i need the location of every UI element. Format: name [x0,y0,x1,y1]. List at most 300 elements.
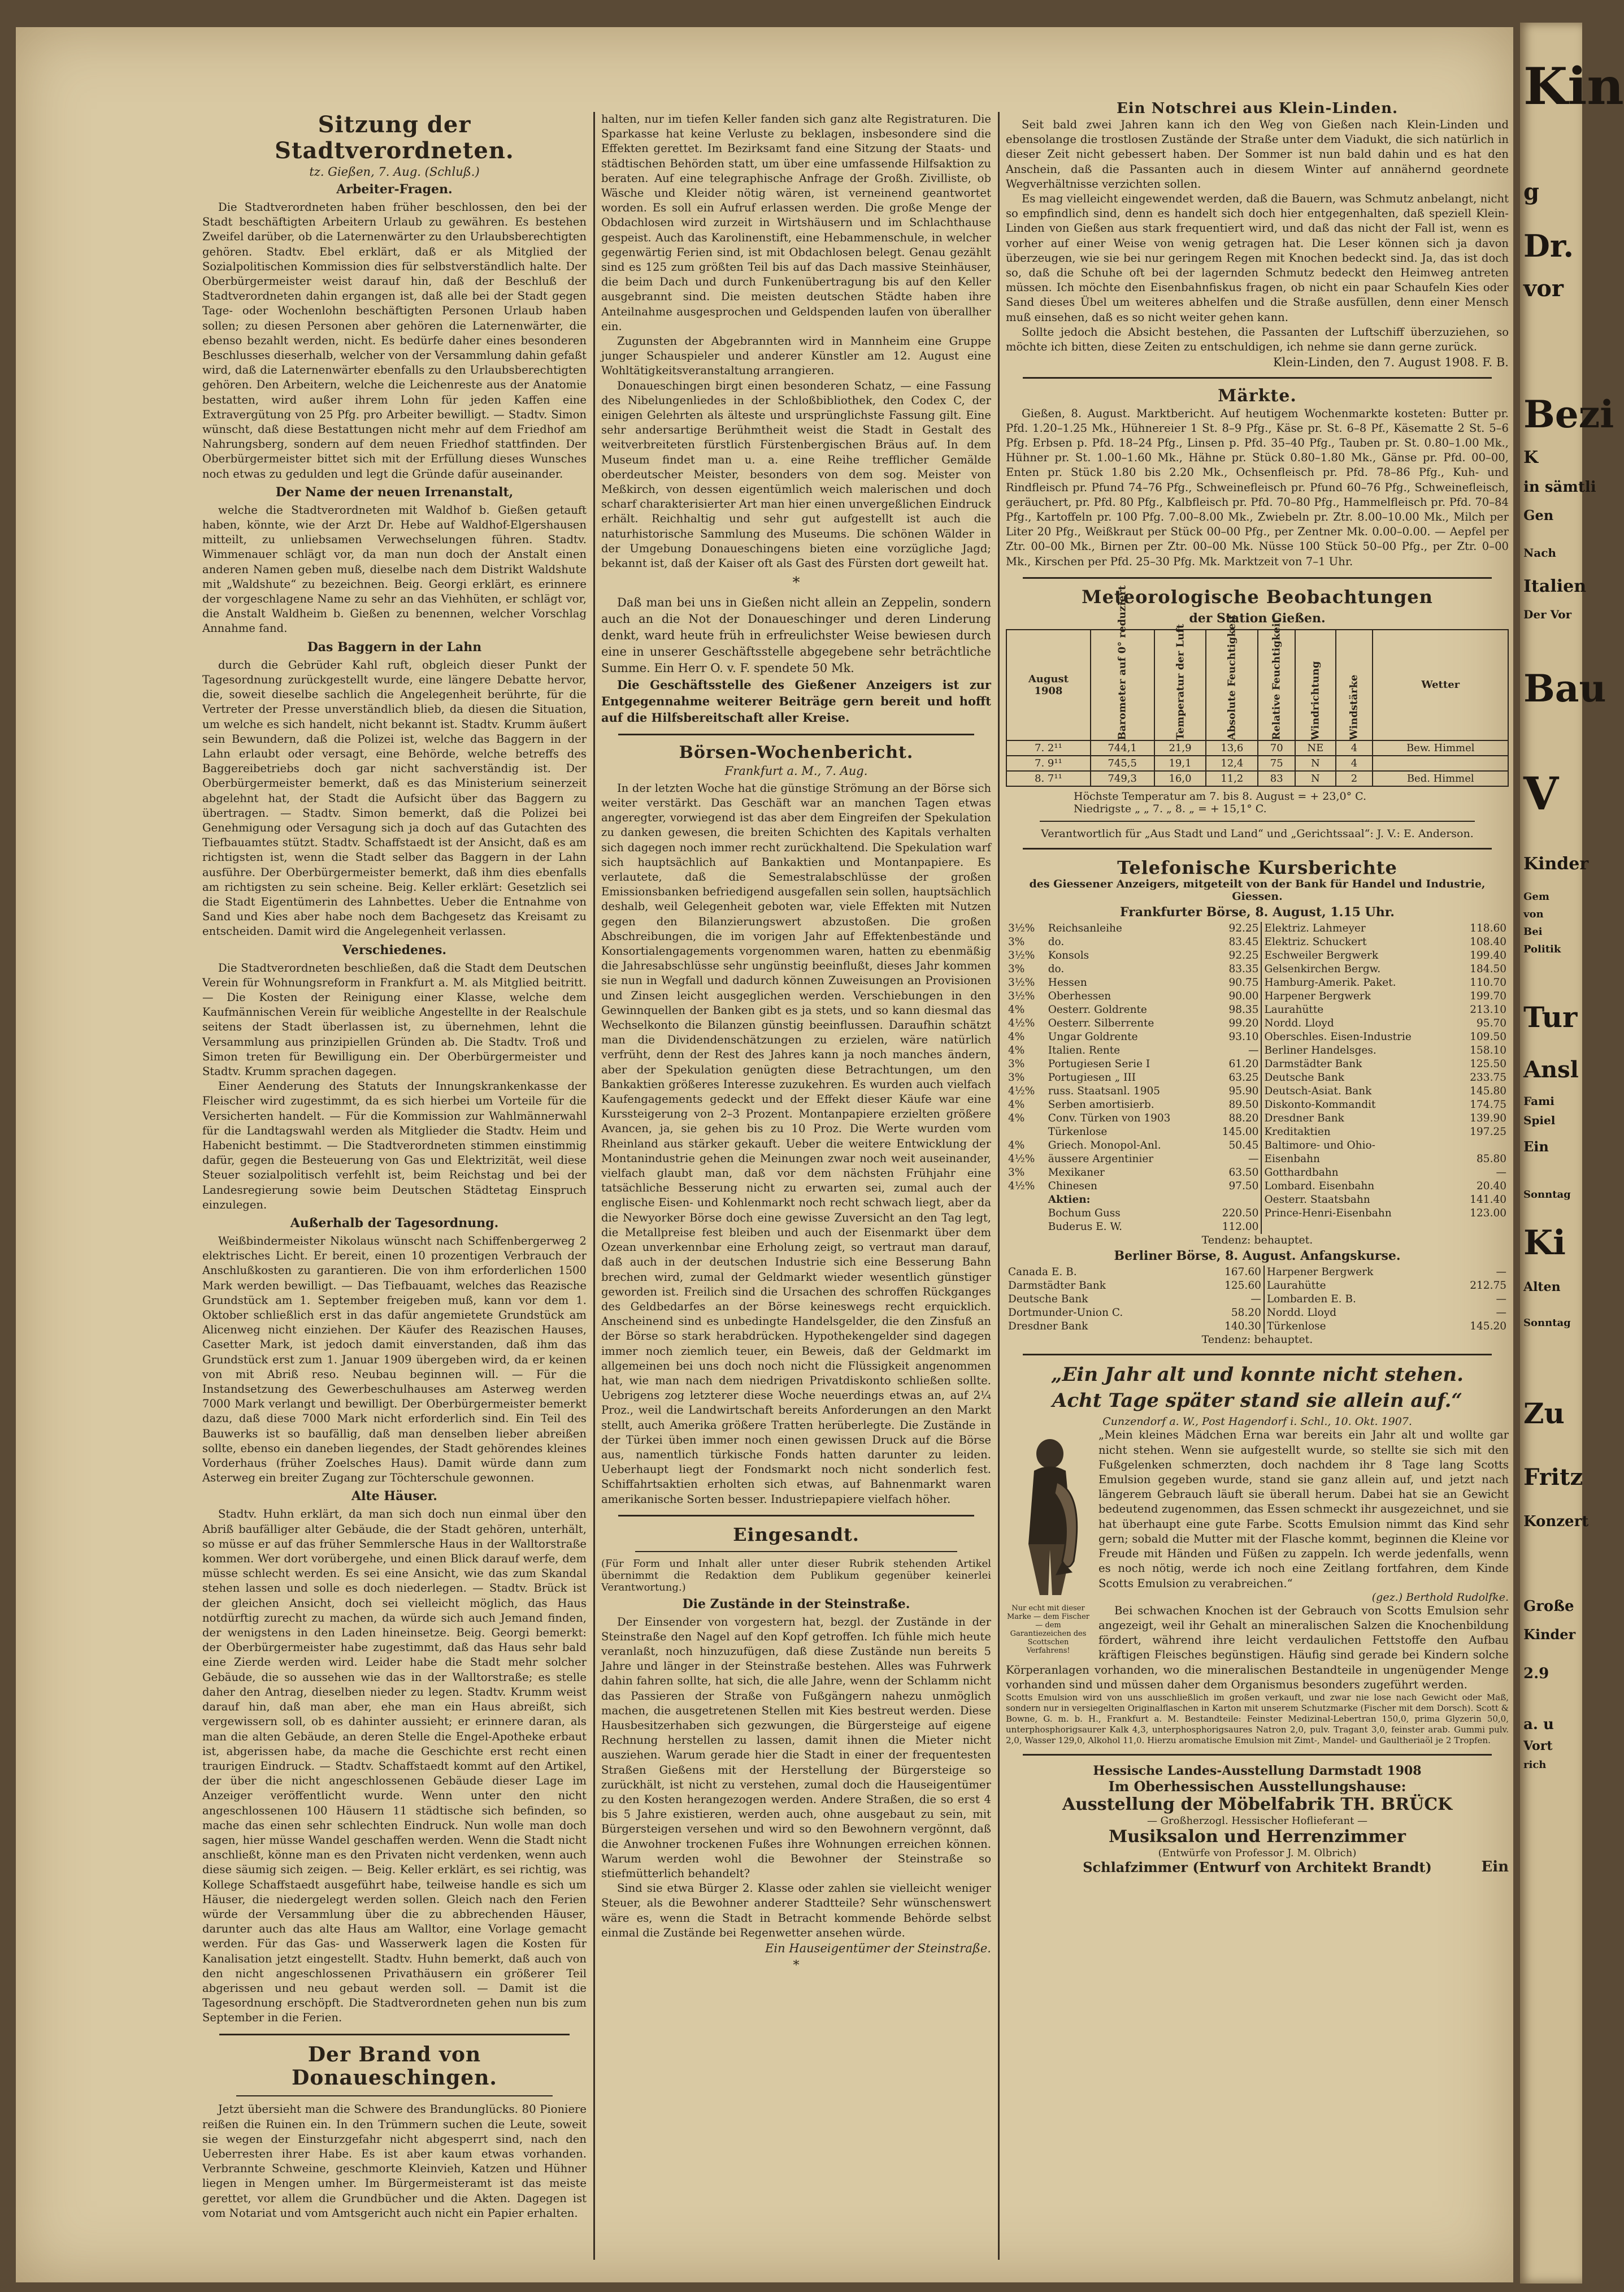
page-fragment-text: Kinder [1523,1626,1576,1643]
page-fragment-text: Spiel [1523,1113,1556,1127]
paragraph: Zugunsten der Abgebrannten wird in Mannheim eine Gruppe junger Schauspieler und anderer Künstler am 12. August eine Wohltätigkeitsveranstaltung arrangieren. [601,335,991,378]
stock-price: 199.70 [1470,990,1506,1003]
stock-name: Nordd. Lloyd [1264,1306,1443,1320]
table-row [1006,1153,1509,1166]
paragraph: Die Stadtverordneten haben früher beschlossen, den bei der Stadt beschäftigten Arbeitern Urlaub zu gewähren. Es bestehen Zweifel darüber, ob die Laternenwärter zu den Urlaubsberechtigten gehören. Stadtv. Ebel erklärt, daß er als Mitglied der Sozialpolitischen Kommission dies für selbstverständlich halte. Der Oberbürgermeister weist darauf hin, daß der Beschluß der Stadtverordneten dahin ergangen ist, daß alle bei der Stadt gegen Tage- oder Wochenlohn beschäftigten Personen Urlaub haben sollen; zu diesen Personen aber gehören die Laternenwärter, die ebenso bezahlt werden, nicht. Es bedürfe daher eines besonderen Beschlusses dieserhalb, welcher von der Versammlung dahin gefaßt wird, daß die Laternenwärter ebenfalls zu den Urlaubsberechtigten gehören. Den Arbeitern, welche die Leichenreste aus der Anatomie bestatten, wird außer ihrem Lohn für jeden Kaffen eine Extravergütung von 25 Pfg. pro Arbeiter bewilligt. — Stadtv. Simon wünscht, daß diese Bestattungen nicht mehr auf dem Friedhof am Nahrungsberg, sondern auf dem neuen Friedhof stattfinden. Der Oberbürgermeister bittet sich mit der Erfüllung dieses Wunsches noch etwas zu gedulden und legt die Gründe dafür auseinander. [202,201,587,480]
stock-price: 99.20 [1228,1017,1259,1030]
stock-name: Harpener Bergwerk [1264,1266,1443,1279]
stock-name: Elektriz. Lahmeyer [1261,922,1456,935]
page-fragment-text: rich [1523,1759,1547,1771]
stock-name: Serben amortisierb. [1048,1099,1154,1111]
stock-name: Elektriz. Schuckert [1261,935,1456,949]
stock-name: Deutsch-Asiat. Bank [1261,1085,1456,1098]
stock-price [1456,1139,1509,1153]
stock-price: 220.50 [1222,1207,1259,1220]
stock-name: Bochum Guss [1048,1207,1121,1220]
table-row [1006,1293,1509,1306]
page-fragment-text: 2.9 [1523,1665,1549,1682]
page-fragment-text: Der Vor [1523,608,1572,621]
stock-rate [1006,1193,1046,1207]
divider [236,2095,553,2096]
paragraph: In der letzten Woche hat die günstige Strömung an der Börse sich weiter verstärkt. Das Geschäft war an manchen Tagen etwas angeregter, vorwiegend ist das aber dem Eingreifen der Spekulation zu danken gewesen, die breiten Schichten des Kapitals verhalten sich dagegen noch immer recht zurückhaltend. Die Spekulation warf sich hauptsächlich auf Bankaktien und Montanpapiere. Es verlautete, daß die Semestralabschlüsse der großen Emissionsbanken befriedigend ausgefallen sein sollen, hauptsächlich deshalb, weil Gelegenheit geboten war, viele Effekten mit Nutzen gegen den Bilanzierungswert abzustoßen. Die großen Abschreibungen, die im vorigen Jahr auf Effektenbestände und Konsortialengagements vorgenommen waren, hatten zu ebenmäßig die Jahresabschlüsse sehr ungünstig beeinflußt, dieses Jahr kommen sie nun in Wegfall und dadurch können Zuweisungen an Provisionen und Zinsen leicht ausgeglichen werden. Verschiebungen in den Gewinnquellen der Banken gibt es ja stets, und so kann diesmal das Wechselkonto die Bilanzen günstig beeinflussen. Daraufhin schätzt man die Dividendenschätzungen zu erzielen, wäre natürlich verfrüht, denn der Rest des Jahres kann ja noch manches ändern, aber der Spekulation genügten diese Betrachtungen, um den Bankaktien größeres Interesse zuzukehren. Es wurden auch vielfach Kaufengagements gedeckt und der Effekt dieser Käufe war eine Kurssteigerung von 2–3 Prozent. Montanpapiere erzielten größere Avancen, ja, sie gehen bis zu 10 Proz. Die Werte wurden vom Rheinland aus stärker gekauft. Ueber die weitere Entwicklung der Montanindustrie gehen die Meinungen zwar noch weit auseinander, vielfach glaubt man, daß vor dem nächsten Frühjahr eine tatsächliche Besserung nicht zu erwarten sei, zumal auch der englische Eisen- und Kohlenmarkt noch recht schwach liegt, aber da die Newyorker Börse doch eine gewisse Zuversicht an den Tag legt, die Metallpreise fest bleiben und auch der Eisenmarkt über dem Ozean unverkennbar eine Erholung zeigt, so vertraut man darauf, daß auch in der deutschen Industrie sich eine Besserung Bahn brechen wird, zumal der Geldmarkt wieder wesentlich günstiger geworden ist. Freilich sind die Ursachen des schroffen Rückganges des Geldbedarfes an der Börse keineswegs recht erquicklich. Anscheinend sind es unbedingte Handelsgelder, die den Zinsfuß an der Börse so stark herabdrücken. Hypothekengelder sind dagegen immer noch ziemlich teuer, ein Beweis, daß der Geldmarkt im allgemeinen bei uns doch noch nicht die Flüssigkeit angenommen hat, wie man nach dem niedrigen Privatdiskonto schließen sollte. Uebrigens zog letzterer diese Woche neuerdings etwas an, auf 2¼ Proz., weil die Landwirtschaft bereits Anforderungen an den Markt stellt, auch Amerika größere Tratten herüberlegte. Die Zustände in der Türkei üben immer noch einen gewissen Druck auf die Börse aus, namentlich türkische Fonds hatten darunter zu leiden. Ueberhaupt liegt der Fondsmarkt noch nicht sonderlich fest. Schiffahrtsaktien erholten sich etwas, auf Bahnenmarkt waren amerikanische Sorten besser. Industriepapiere vielfach höher. [601,781,991,1506]
signature: Ein Hauseigentümer der Steinstraße. [765,1942,991,1956]
column-rule [998,112,1000,2260]
page-fragment-text: K [1523,448,1539,467]
stock-rate: 3% [1008,1058,1025,1071]
page-fragment-text: Vort [1523,1739,1553,1753]
page-fragment-text: Dr. [1523,228,1574,264]
stock-price: 233.75 [1470,1072,1506,1084]
page-fragment-text: Kin [1523,57,1624,116]
stock-price: — [1496,1307,1506,1319]
subhead-verschiedenes: Verschiedenes. [342,942,447,957]
page-fragment-text: Fami [1523,1094,1554,1108]
stock-name: Dresdner Bank [1008,1320,1088,1333]
table-row [1006,1279,1509,1293]
dateline: tz. Gießen, 7. Aug. (Schluß.) [309,165,480,179]
header-cell: Windstärke [1336,630,1373,740]
stock-rate: 4½% [1008,1153,1035,1166]
stock-name: Hamburg-Amerik. Paket. [1261,976,1456,990]
table-cell: 19,1 [1154,756,1206,771]
ad-headline: „Ein Jahr alt und konnte nicht stehen. [1051,1363,1464,1387]
subhead-baggern: Das Baggern in der Lahn [307,639,482,655]
stock-rate: 3½% [1008,990,1035,1003]
table-row [1006,1112,1509,1125]
ad-body: Bei schwachen Knochen ist der Gebrauch von Scotts Emulsion sehr angezeigt, weil ihr Gehalt an mineralischen Salzen die Knochenbildung fördert, während ihre leicht verdaulichen Fettstoffe den Aufbau kräftigen Fleisches begünstigen. Häufig sind gerade bei Kindern solche Körperanlagen vorhanden, wo die mineralischen Bestandteile in ungenügender Menge vorhanden sind und müssen daher dem Organismus besonders zugeführt werden. [1006,1604,1509,1691]
table-row [1006,1266,1509,1279]
fisherman-with-cod-icon [1006,1431,1091,1601]
newspaper-page [16,27,1513,2282]
stock-name: Oesterr. Goldrente [1048,1004,1147,1016]
stock-name: Mexikaner [1048,1167,1105,1179]
stock-price: 95.90 [1228,1085,1259,1098]
header-cell: Barometer auf 0° reduziert [1091,630,1154,740]
stock-name: Türkenlose [1048,1126,1108,1138]
stock-price: 90.75 [1228,977,1259,989]
stock-rate: 3% [1008,1167,1025,1179]
ad-headline: Acht Tage später stand sie allein auf.“ [1052,1389,1462,1413]
ad-fineprint: Scotts Emulsion wird von uns ausschließlich im großen verkauft, und zwar nie lose nach Gewicht oder Maß, sondern nur in versiegelten Originalflaschen in Karton mit unserem Schutzmarke (Fischer mit dem Dorsch). Scott & Bowne, G. m. b. H., Frankfurt a. M. Bestandteile: Feinster Medizinal-Lebertran 150,0, prima Glyzerin 50,0, unterphosphorigsaurer Kalk 4,3, unterphosphorigsaures Natron 2,0, pulv. Tragant 3,0, feinster arab. Gummi pulv. 2,0, Wasser 129,0, Alkohol 11,0. Hierzu aromatische Emulsion mit Zimt-, Mandel- und Gaultheriaöl je 2 Tropfen. [1006,1692,1509,1745]
column-rule [593,112,595,2260]
stock-rate: 3½% [1008,950,1035,962]
tendency: Tendenz: behauptet. [1201,1333,1313,1346]
article-title-brand: Der Brand von Donaueschingen. [292,2042,497,2090]
table-row [1006,935,1509,949]
stock-price [1456,1220,1509,1234]
stock-price: 83.45 [1228,936,1259,948]
stock-table-frankfurt [1006,922,1509,1234]
table-row [1006,1017,1509,1030]
page-fragment-text: Bezi [1523,392,1614,436]
table-row [1006,1139,1509,1153]
divider [635,1551,957,1552]
stock-name: Diskonto-Kommandit [1261,1098,1456,1112]
page-fragment-text: g [1523,179,1539,205]
stock-price: 125.60 [1224,1280,1261,1292]
page-fragment-text: Sonntag [1523,1189,1571,1201]
section-title-kurse: Telefonische Kursberichte [1117,856,1397,878]
stock-name: Deutsche Bank [1008,1293,1088,1306]
stock-name: Oesterr. Staatsbahn [1261,1193,1456,1207]
stock-name: Türkenlose [1264,1320,1443,1333]
page-fragment-text: Kinder [1523,854,1589,874]
table-row [1006,922,1509,935]
divider [1023,1754,1492,1756]
stock-name: Ungar Goldrente [1048,1031,1138,1043]
stock-table-berlin [1006,1266,1509,1333]
stock-price: 139.90 [1470,1112,1506,1125]
paragraph: Sollte jedoch die Absicht bestehen, die Passanten der Luftschiff überzuziehen, so möchte ich bitten, diese Zeiten zu entschuldigen, ich nehme sie dann gerne zurück. [1006,325,1509,353]
page-fragment-text: Bei [1523,926,1543,938]
stock-name: Harpener Bergwerk [1261,990,1456,1003]
ad-signature: (gez.) Berthold Rudolfke. [1371,1591,1509,1604]
header-cell: Temperatur der Luft [1154,630,1206,740]
divider [1023,1354,1492,1355]
stock-name: Dresdner Bank [1261,1112,1456,1125]
stock-price: 199.40 [1470,950,1506,962]
page-fragment-text: Gen [1523,507,1554,523]
paragraph: Die Stadtverordneten beschließen, daß die Stadt dem Deutschen Verein für Wohnungsreform in Frankfurt a. M. als Mitglied beitritt. — Die Kosten der Reinigung einer Klasse, welche dem Kaufmännischen Verein für weibliche Angestellte in der Realschule seitens der Stadt überlassen ist, zu übernehmen, lehnt die Versammlung aus prinzipiellen Gründen ab. Die Stadtv. Troß und Simon treten für Bewilligung ein. Der Oberbürgermeister und Stadtv. Krumm sprachen dagegen. [202,961,587,1078]
page-fragment-text: in sämtli [1523,479,1596,496]
table-cell: 8. 7¹¹ [1006,771,1091,786]
stock-price: 123.00 [1470,1207,1506,1220]
paragraph: durch die Gebrüder Kahl ruft, obgleich dieser Punkt der Tagesordnung zurückgestellt wurde, eine längere Debatte hervor, die, soweit dieselbe sachlich die Angelegenheit berührte, für die Vertreter der Presse unverständlich blieb, da diesen die Situation, um welche es sich handelt, nicht bekannt ist. Stadtv. Krumm äußert sein Bewundern, daß die Polizei ist, welche das Baggern in der Lahn erlaubt oder versagt, eine Behörde, welche betreffs des Baggereibetriebs doch gar nicht sachverständig ist. Der Oberbürgermeister bemerkt, daß es das Ministerium seinerzeit abgelehnt hat, der Stadt die Aufsicht über das Baggern zu übertragen. — Stadtv. Simon bemerkt, daß die Polizei bei Genehmigung oder Versagung sich ja doch auf das Gutachten des Tiefbauamtes stützt. Stadtv. Schaffstaedt ist der Ansicht, daß es am richtigsten ist, wenn die Stadt selber das Baggern in der Lahn ausführe. Der Oberbürgermeister bemerkt, daß ihm dies ebenfalls am richtigsten zu sein scheine. Beig. Keller erklärt: Gesetzlich sei die Stadt Eigentümerin des Lahnbettes. Ueber die Entnahme von Sand und Kies aber habe noch dem Bachgesetz das Kreisamt zu entscheiden. Damit wird die Angelegenheit verlassen. [202,658,587,938]
table-row [1006,949,1509,963]
paragraph: Donaueschingen birgt einen besonderen Schatz, — eine Fassung des Nibelungenliedes in der Schloßbibliothek, den Codex C, der einigen Gelehrten als älteste und ursprünglichste Fassung gilt. Eine sehr andersartige Berühmtheit weist die Stadt in Gestalt des weitverbreiteten fürstlich Fürstenbergischen Bräus auf. In dem Museum findet man u. a. eine Reihe trefflicher Gemälde oberdeutscher Meister, besonders von dem sog. Meister von Meßkirch, von dessen eigentümlich weich malerischen und doch scharf charakterisierter Art man hier einen unvergeßlichen Eindruck erhält. Reichhaltig und sehr gut aufgestellt ist auch die naturhistorische Sammlung des Museums. Die schönen Wälder in der Umgebung Donaueschingens bieten eine vorzügliche Jagd; bekannt ist, daß der Kaiser oft als Gast des Fürsten dort geweilt hat. [601,379,991,570]
stock-price: 93.10 [1228,1031,1259,1043]
table-row [1006,1071,1509,1085]
table-cell: N [1295,756,1335,771]
table-cell: 4 [1336,756,1373,771]
table-row [1006,1058,1509,1071]
stock-name: Eschweiler Bergwerk [1261,949,1456,963]
stock-rate [1006,1207,1046,1220]
stock-name: russ. Staatsanl. 1905 [1048,1085,1161,1098]
stock-price: 95.70 [1477,1017,1506,1030]
stock-name: Oberhessen [1048,990,1111,1003]
stock-price: — [1250,1293,1261,1306]
stock-price: 92.25 [1228,922,1259,935]
table-row [1006,990,1509,1003]
stock-price: 63.25 [1228,1072,1259,1084]
stock-rate: 4% [1008,1139,1025,1152]
paragraph: Jetzt übersieht man die Schwere des Brandunglücks. 80 Pioniere reißen die Ruinen ein. In den Trümmern suchen die Leute, soweit sie wegen der Einsturzgefahr nicht abgesperrt sind, nach den Ueberresten ihrer Habe. Es ist aber kaum etwas vorhanden. Verbrannte Schweine, geschmorte Kleinvieh, Katzen und Hühner liegen in Mengen umher. Im Bürgermeisteramt ist das meiste gerettet, vor allem die Grundbücher und die Akten. Dagegen ist vom Notariat und vom Amtsgericht auch nicht ein Papier erhalten. [202,2103,587,2220]
subhead-steinstrasse: Die Zustände in der Steinstraße. [682,1596,910,1611]
column-2 [601,27,991,2282]
stock-price: 98.35 [1228,1004,1259,1016]
ad2-line: — Großherzogl. Hessischer Hoflieferant — [1147,1814,1368,1827]
advertisement-brueck [1006,1764,1509,1875]
section-title-meteo: Meteorologische Beobachtungen [1082,586,1433,608]
kurs-source: des Giessener Anzeigers, mitgeteilt von der Bank für Handel und Industrie, Giessen. [1029,878,1486,903]
article-title-eingesandt: Eingesandt. [733,1523,859,1545]
header-cell: Absolute Feuchtigkeit [1206,630,1258,740]
table-row [1006,1098,1509,1112]
stock-name: Laurahütte [1264,1279,1443,1293]
table-cell: 4 [1336,740,1373,756]
ad2-line: Musiksalon und Herrenzimmer [1109,1826,1406,1847]
stock-price: 88.20 [1228,1112,1259,1125]
stock-price: 145.80 [1470,1085,1506,1098]
stock-name: Buderus E. W. [1048,1221,1123,1233]
table-row [1006,1166,1509,1180]
subhead-irrenanstalt: Der Name der neuen Irrenanstalt, [275,484,514,500]
stock-name: Canada E. B. [1008,1266,1077,1279]
table-row [1006,771,1508,786]
stock-price: 89.50 [1228,1099,1259,1111]
stock-price: 20.40 [1477,1180,1506,1193]
table-row [1006,756,1508,771]
stock-name: Reichsanleihe [1048,922,1122,935]
table-row [1006,1030,1509,1044]
stock-rate: 4½% [1008,1180,1035,1193]
ad-caption: Nur echt mit dieser Marke — dem Fischer — dem Garantiezeichen des Scottschen Verfahrens! [1007,1604,1089,1656]
stock-name: äussere Argentinier [1048,1153,1154,1166]
stock-price: 197.25 [1470,1126,1506,1138]
stock-rate: 3½% [1008,977,1035,989]
table-cell: Bew. Himmel [1373,740,1508,756]
stock-price: 61.20 [1228,1058,1259,1071]
subhead-alte-haeuser: Alte Häuser. [351,1489,437,1504]
divider [618,1515,974,1517]
stock-price: 174.75 [1470,1099,1506,1111]
section-title-maerkte: Märkte. [1218,386,1297,406]
stock-name: Darmstädter Bank [1261,1058,1456,1071]
ad2-corner: Ein [1481,1858,1509,1875]
stock-price: — [1496,1167,1506,1179]
stock-name: do. [1048,936,1065,948]
table-cell: 12,4 [1206,756,1258,771]
page-fragment-text: Ki [1523,1223,1566,1263]
paragraph: Der Einsender von vorgestern hat, bezgl. der Zustände in der Steinstraße den Nagel auf den Kopf getroffen. Ich fühle mich heute veranlaßt, noch hinzuzufügen, daß diese Zustände nun bereits 5 Jahre und länger in der Steinstraße bestehen. Alles was Fuhrwerk dahin fahren sollte, hat sich, die alle Jahre, wenn der Schlamm nicht das Passieren der Straße von Fußgängern nahezu unmöglich machen, die ausgetretenen Stellen mit Kies bestreut werden. Diese Hausbesitzerhaben sich gezwungen, die Bürgersteige auf eigene Rechnung herstellen zu lassen, damit ihnen die Mieter nicht ausziehen. Warum gerade hier die Stadt in einer der frequentesten Straßen Gießens mit der Herstellung der Bürgersteige so zurückhält, ist nicht zu verstehen, zumal doch die Hauseigentümer zu den Kosten herangezogen werden. Andere Straßen, die so erst 4 bis 5 Jahre existieren, werden auch, ohne ausgebaut zu sein, mit Bürgersteigen versehen und wird so den Bewohnern vergönnt, daß die Anwohner trockenen Fußes ihre Wohnungen erreichen können. Warum werden wohl die Bewohner der Steinstraße so stiefmütterlich behandelt? [601,1615,991,1880]
stock-name: Gelsenkirchen Bergw. [1261,963,1456,976]
page-fragment-text: Alten [1523,1280,1561,1294]
divider [1023,848,1492,850]
page-fragment-text: Ansl [1523,1056,1579,1083]
table-row [1006,1003,1509,1017]
stock-name: Griech. Monopol-Anl. [1048,1139,1161,1152]
header-cell: Wetter [1373,630,1508,740]
stock-name: Prince-Henri-Eisenbahn [1261,1207,1456,1220]
table-row [1006,1085,1509,1098]
stock-price: 63.50 [1228,1167,1259,1179]
table-row [1006,1125,1509,1139]
stock-name: Laurahütte [1261,1003,1456,1017]
table-row [1006,740,1508,756]
paragraph: Seit bald zwei Jahren kann ich den Weg von Gießen nach Klein-Linden und ebensolange die trostlosen Zustände der Straße unter dem Viadukt, die sich natürlich in dieser Zeit nicht gebessert haben. Der Sommer ist nun bald dahin und es hat den Anschein, daß die Passanten auch in diesem Winter auf annähernd geordnete Wegverhältnisse verzichten sollen. [1006,118,1509,190]
stock-rate: 3% [1008,936,1025,948]
stock-price: 125.50 [1470,1058,1506,1071]
divider [1023,377,1492,379]
stock-price: 145.00 [1222,1126,1259,1138]
table-row [1006,1193,1509,1207]
stock-rate: 4% [1008,1004,1025,1016]
stock-name: Chinesen [1048,1180,1097,1193]
page-fragment-text: Große [1523,1598,1574,1615]
star-separator: * [792,574,800,592]
table-row [1006,1320,1509,1333]
stock-rate [1006,1220,1046,1234]
divider [219,2034,570,2035]
page-fragment-text: Ein [1523,1138,1549,1155]
page-fragment-text: Fritz [1523,1464,1583,1491]
stock-name: Portugiesen Serie I [1048,1058,1150,1071]
page-fragment-text: Konzert [1523,1513,1589,1530]
stock-price: — [1496,1293,1506,1306]
stock-name: Baltimore- und Ohio- [1261,1139,1456,1153]
stock-name: Lombarden E. B. [1264,1293,1443,1306]
temperature-min: Niedrigste „ „ 7. „ 8. „ = + 15,1° C. [1074,802,1267,815]
ad2-line: Schlafzimmer (Entwurf von Architekt Brandt) [1083,1858,1432,1875]
responsible-editor: Verantwortlich für „Aus Stadt und Land“ und „Gerichtssaal“: J. V.: E. Anderson. [1041,827,1474,840]
table-cell: 7. 9¹¹ [1006,756,1091,771]
paragraph: Stadtv. Huhn erklärt, da man sich doch nun einmal über den Abriß baufälliger alter Gebäude, die der Stadt gehören, unterhält, so müsse er auf das früher Semmlersche Haus in der Walltorstraße kommen. Wer dort vorübergehe, und einen Blick darauf werfe, dem müsse schlecht werden. Es sei eine Ansicht, wie das zum Skandal stehen lassen und solle es doch niederlegen. — Stadtv. Brück ist der gleichen Ansicht, doch sei vielleicht möglich, das Haus notdürftig zurecht zu machen, da würde sich auch Jemand finden, der wenigstens in den Laden hineinsetze. Beig. Georgi bemerkt: der Oberbürgermeister habe zugestimmt, daß das Haus sehr bald eine Zierde werden wird. Leider habe die Stadt mehr solcher Gebäude, die so aussehen wie das in der Walltorstraße; es stelle daher den Antrag, dieselben nieder zu legen. Stadtv. Krumm weist darauf hin, daß man aber, ehe man ein Haus abreißt, sich vergewissern soll, ob es dahinter aussieht; er erinnere daran, als man die alten Gebäude, an deren Stelle die Engel-Apotheke erbaut ist, abgerissen habe, da mache die Geschichte erst recht einen traurigen Eindruck. — Stadtv. Schaffstaedt kommt auf den Artikel, der über die nicht angeschlossenen Gebäude dieser Lage im Anzeiger veröffentlicht wurde. Wenn unter den nicht angeschlossenen 100 Häusern 11 städtische sich befinden, so mache das einen sehr schlechten Eindruck. Nun wolle man doch sagen, hier müsse Wandel geschaffen werden. Wenn die Stadt nicht anschließt, könne man es den Privaten nicht verdenken, wenn auch diese säumig sich zeigen. — Beig. Keller erklärt, es sei richtig, was Kollege Schaffstaedt ausgeführt habe, teilweise handle es sich um Häuser, die niedergelegt werden sollen. Gleich nach den Ferien würde der Versammlung über die zu abbrechenden Häuser, darunter auch das alte Haus am Walltor, eine Vorlage gemacht werden. Für das Gas- und Wasserwerk lagen die Kosten für Kanalisation jetzt eingestellt. Stadtv. Huhn bemerkt, daß auch von den nicht angeschlossenen Privathäusern ein größerer Teil abgerissen und neu gebaut werden soll. — Damit ist die Tagesordnung erschöpft. Die Stadtverordneten gehen nun bis zum September in die Ferien. [202,1507,587,2025]
editor-note: (Für Form und Inhalt aller unter dieser Rubrik stehenden Artikel übernimmt die Redaktion dem Publikum gegenüber keinerlei Verantwortung.) [601,1557,991,1593]
stock-price: 145.20 [1470,1320,1506,1333]
exchange-berlin: Berliner Börse, 8. August. Anfangskurse. [1114,1249,1401,1264]
page-fragment-text: Sonntag [1523,1317,1571,1329]
stock-price: 112.00 [1222,1221,1259,1233]
header-cell: Windrichtung [1295,630,1335,740]
paragraph: Sind sie etwa Bürger 2. Klasse oder zahlen sie vielleicht weniger Steuer, als die Bewohner anderer Stadtteile? Sehr wünschenswert wäre es, wenn die Stadt in Betracht kommende Behörde selbst einmal die Zustände bei Regenwetter ansehen würde. [601,1882,991,1939]
stock-name: Dortmunder-Union C. [1008,1307,1123,1319]
stock-price: 110.70 [1470,977,1506,989]
table-cell: 745,5 [1091,756,1154,771]
stock-name: Deutsche Bank [1261,1071,1456,1085]
star-separator: * [793,1959,800,1973]
stock-price: 212.75 [1470,1280,1506,1292]
stock-rate: 4% [1008,1099,1025,1111]
ad-testimonial: „Mein kleines Mädchen Erna war bereits ein Jahr alt und wollte gar nicht stehen. Wenn sie aufgestellt wurde, so stellte sie sich mit den Fußgelenken schmerzten, doch nachdem ihr 8 Tage lang Scotts Emulsion gegeben wurde, stand sie ganz allein auf, und jetzt nach längerem Gebrauch läuft sie überall herum. Dabei hat sie an Gewicht bedeutend zugenommen, das Essen schmeckt ihr ausgezeichnet, und sie hat überhaupt eine gute Farbe. Scotts Emulsion nimmt das Kind sehr gern; sobald die Mutter mit der Flasche kommt, beginnen die Kleine vor Freude mit Händen und Füßen zu zappeln. Ich werde jedenfalls, wenn es noch nötig, werde ich noch eine Zeitlang fortfahren, dem Kinde Scotts Emulsion zu verabreichen.“ [1098,1428,1509,1590]
subhead-ausserhalb: Außerhalb der Tagesordnung. [290,1216,499,1231]
page-fragment-text: Bau [1523,666,1606,710]
column-3 [1006,27,1509,2282]
paragraph: welche die Stadtverordneten mit Waldhof b. Gießen getauft haben, könnte, wie der Arzt Dr. Hebe auf Waldhof-Elgershausen mitteilt, zu unliebsamen Verwechselungen führen. Stadtv. Wimmenauer schlägt vor, da man nun doch der Anstalt einen anderen Namen geben muß, dieselbe nach dem Distrikt Waldshute mit „Waldshute“ zu bezeichnen. Beig. Georgi erklärt, es erinnere der vorgeschlagene Name zu sehr an das Viehhüten, er schlägt vor, die Anstalt Waldheim b. Gießen zu benennen, welcher Vorschlag Annahme fand. [202,503,587,635]
table-cell: 75 [1258,756,1295,771]
page-fragment-text: von [1523,908,1544,920]
table-cell: 749,3 [1091,771,1154,786]
market-report: Gießen, 8. August. Marktbericht. Auf heutigem Wochenmarkte kosteten: Butter pr. Pfd. 1.20–1.25 Mk., Hühnereier 1 St. 8–9 Pfg., Käse pr. St. 6–8 Pf., Käsematte 2 St. 5–6 Pfg. Erbsen p. Pfd. 18–24 Pfg., Linsen p. Pfd. 35–40 Pfg., Tauben pr. St. 0.80–1.00 Mk., Hühner pr. St. 1.00–1.60 Mk., Hähne pr. Stück 0.80–1.80 Mk., Gänse pr. Pfd. 00–00, Enten pr. Stück 1.80 bis 2.20 Mk., Ochsenfleisch pr. Pfd. 78–86 Pfg., Kuh- und Rindfleisch pr. Pfund 74–76 Pfg., Schweinefleisch pr. Pfund 60–76 Pfg., Schweinefleisch, geräuchert, pr. Pfd. 80 Pfg., Kalbfleisch pr. Pfd. 70–80 Pfg., Hammelfleisch pr. Pfd. 70–84 Pfg., Kartoffeln pr. 100 Pfg. 7.00–8.00 Mk., Zwiebeln pr. Ztr. 8.00–10.00 Mk., Milch per Liter 20 Pfg., Weißkraut per Stück 00–00 Pfg., per Zentner Mk. 0.00–0.00. — Aepfel per Ztr. 00–00 Mk., Birnen per Ztr. 00–00 Mk. Nüsse 100 Stück 50–00 Pfg., per Ztr. 0–00 Mk., Kirschen per Pfd. 25–30 Pfg. Mk. Marktzeit von 7–1 Uhr. [1006,406,1509,568]
stock-price: — [1248,1045,1259,1057]
stock-rate [1006,1125,1046,1139]
table-row [1006,976,1509,990]
table-cell: 83 [1258,771,1295,786]
stock-rate: 4½% [1008,1085,1035,1098]
exchange-frankfurt: Frankfurter Börse, 8. August, 1.15 Uhr. [1120,905,1395,920]
stock-name: Aktien: [1048,1194,1091,1206]
divider [1040,821,1475,822]
table-cell: 13,6 [1206,740,1258,756]
table-cell: 70 [1258,740,1295,756]
paragraph: Die Geschäftsstelle des Gießener Anzeigers ist zur Entgegennahme weiterer Beiträge gern bereit und hofft auf die Hilfsbereitschaft aller Kreise. [601,678,991,725]
ad2-line: Hessische Landes-Ausstellung Darmstadt 1908 [1093,1763,1422,1778]
paragraph: Weißbindermeister Nikolaus wünscht nach Schiffenbergerweg 2 elektrisches Licht. Er bereit, einen 10 prozentigen Verbrauch der Anschlußkosten zu garantieren. Die von ihm erforderlichen 1500 Mark werden bewilligt. — Das Tiefbauamt, welches das Reazische Grundstück am 1. September freigeben muß, kann vor dem 1. Oktober schließlich erst in das dafür angemietete Grundstück am Alicenweg nicht einziehen. Der Käufer des Reazischen Hauses, Casetter Mark, ist jedoch damit einverstanden, daß ihm das Grundstück erst zum 1. Januar 1909 übergeben wird, da er keinen von mit Abriß reso. Neubau beginnen will. — Für die Instandsetzung des Gewerbeschulhauses am Asterweg werden 7000 Mark verlangt und bewilligt. Der Oberbürgermeister bemerkt dazu, daß diese 7000 Mark nicht erforderlich sind. Ein Teil des Bauwerks ist so baufällig, daß man denselben lieber abreißen sollte, ebenso ein daneben liegendes, der Stadt gehörendes kleines Vorderhaus (früher Zoelsches Haus). Damit würde dann zum Asterweg ein breiter Zugang zur Töchterschule gewonnen. [202,1234,587,1485]
stock-name: Italien. Rente [1048,1045,1121,1057]
stock-name: Eisenbahn [1261,1153,1456,1166]
subhead-arbeiter: Arbeiter-Fragen. [336,182,453,197]
stock-name: Darmstädter Bank [1008,1280,1106,1292]
table-cell: 2 [1336,771,1373,786]
signature: Klein-Linden, den 7. August 1908. F. B. [1273,356,1509,370]
page-fragment-text: Nach [1523,546,1556,560]
stock-price [1208,1193,1261,1207]
paragraph: Daß man bei uns in Gießen nicht allein an Zeppelin, sondern auch an die Not der Donaueschinger und deren Linderung denkt, ward heute früh in erfreulichster Weise bewiesen durch eine in unserer Geschäftsstelle abgegebene sehr beträchtliche Summe. Ein Herr O. v. F. spendete 50 Mk. [601,596,991,675]
stock-price: 90.00 [1228,990,1259,1003]
stock-name: Konsols [1048,950,1089,962]
column-1 [202,27,587,2282]
table-cell: N [1295,771,1335,786]
table-row [1006,1207,1509,1220]
ad-place-date: Cunzendorf a. W., Post Hagendorf i. Schl., 10. Okt. 1907. [1102,1415,1412,1428]
stock-price: 109.50 [1470,1031,1506,1043]
ad2-line: Im Oberhessischen Ausstellungshause: [1108,1778,1406,1795]
page-fragment-text: Tur [1523,1000,1578,1034]
paragraph: Einer Aenderung des Statuts der Innungskrankenkasse der Fleischer wird zugestimmt, da es sich hierbei um Vorteile für die Versicherten handelt. — Für die Kommission zur Wahlmännerwahl für die Landtagswahl werden als Mitglieder die Stadtv. Heim und Habenicht bestimmt. — Die Stadtverordneten stimmen einstimmig dafür, gegen die Besteuerung von Gas und Elektrizität, weil diese Steuer sozialpolitisch verfehlt ist, beim Reichstag und bei der Landesregierung sowie beim Deutschen Städtetag Einspruch einzulegen. [202,1080,587,1211]
table-row [1006,1220,1509,1234]
stock-price: 213.10 [1470,1004,1506,1016]
page-fragment-text: Zu [1523,1397,1565,1430]
table-cell: 16,0 [1154,771,1206,786]
stock-price: — [1248,1153,1259,1166]
stock-name: Berliner Handelsges. [1261,1044,1456,1058]
stock-rate: 3% [1008,963,1025,976]
stock-rate: 4% [1008,1045,1025,1057]
article-title-notschrei: Ein Notschrei aus Klein-Linden. [1116,100,1399,117]
page-fragment-text: Italien [1523,577,1587,596]
divider [618,734,974,735]
stock-price: 118.60 [1470,922,1506,935]
stock-rate: 4½% [1008,1017,1035,1030]
divider [1023,577,1492,579]
ad2-line: Ausstellung der Möbelfabrik TH. BRÜCK [1062,1794,1453,1814]
stock-price: 85.80 [1477,1153,1506,1166]
article-title-sitzung: Sitzung der Stadtverordneten. [275,111,514,164]
stock-price: 184.50 [1470,963,1506,976]
header-cell: August 1908 [1006,630,1091,740]
table-row [1006,1044,1509,1058]
table-row [1006,1306,1509,1320]
table-cell: 7. 2¹¹ [1006,740,1091,756]
stock-price: 108.40 [1470,936,1506,948]
stock-price: 50.45 [1228,1139,1259,1152]
stock-price: 83.35 [1228,963,1259,976]
header-cell: Relative Feuchtigkeit [1258,630,1295,740]
table-cell: NE [1295,740,1335,756]
ad2-line: (Entwürfe von Professor J. M. Olbrich) [1158,1847,1357,1859]
stock-name: Gotthardbahn [1261,1166,1456,1180]
page-fragment-text: Politik [1523,943,1561,955]
stock-name: Oberschles. Eisen-Industrie [1261,1030,1456,1044]
table-cell: 744,1 [1091,740,1154,756]
stock-price: — [1496,1266,1506,1279]
page-fragment-text: a. u [1523,1716,1554,1733]
tendency: Tendenz: behauptet. [1201,1234,1313,1247]
stock-price: 92.25 [1228,950,1259,962]
paragraph: halten, nur im tiefen Keller fanden sich ganz alte Registraturen. Die Sparkasse hat keine Verluste zu beklagen, insbesondere sind die Effekten gerettet. Im Bezirksamt fand eine Sitzung der Staats- und städtischen Behörden statt, um über eine umfassende Hilfsaktion zu beraten. Auf eine telegraphische Anfrage der Großh. Zivilliste, ob Wäsche und Kleider nötig wären, ist verneinend geantwortet worden. Es soll ein Aufruf erlassen werden. Die große Menge der Obdachlosen wird zurzeit in Wirtshäusern und im Schlachthause gespeist. Auch das Karolinenstift, eine Hebammenschule, in welcher gegenwärtig Ferien sind, ist mit Obdachlosen belegt. Genau gezählt sind es 125 zum größten Teil bis auf das Dach massive Steinhäuser, die beim Dach und durch Funkenübertragung bis auf den Keller ausgebrannt sind. Die meisten deutschen Städte haben ihre Anteilnahme ausgesprochen und Geldspenden laufen von überallher ein. [601,112,991,333]
paragraph: Es mag vielleicht eingewendet werden, daß die Bauern, was Schmutz anbelangt, nicht so empfindlich sind, denn es handelt sich doch hier entgegenhalten, daß speziell Klein-Linden von Gießen aus stark frequentiert wird, und daß das nicht der Fall ist, wenn es vorher auf einer Weise von wenig getragen hat. Die Leser können sich ja davon überzeugen, wie sie bei nur geringem Regen mit Knochen bedeckt sind. Ja, das ist doch so, daß die Schuhe oft bei der lagernden Schmutz bedeckt den Heimweg antreten müssen. Ich möchte den Eisenbahnfiskus fragen, ob nicht ein paar Schaufeln Kies oder Sand dieses Übel um weiteres abhelfen und die Straße ausfüllen, denn einer Mensch muß einsehen, daß es so nicht weiter gehen kann. [1006,192,1509,324]
stock-name: Nordd. Lloyd [1261,1017,1456,1030]
stock-name: Lombard. Eisenbahn [1261,1180,1456,1193]
stock-rate: 3½% [1008,922,1035,935]
table-cell: 21,9 [1154,740,1206,756]
stock-price: 140.30 [1224,1320,1261,1333]
article-title-boerse: Börsen-Wochenbericht. [679,743,914,763]
stock-name: Hessen [1048,977,1087,989]
stock-rate: 4% [1008,1031,1025,1043]
page-fragment-text: Gem [1523,891,1549,903]
table-cell: 11,2 [1206,771,1258,786]
